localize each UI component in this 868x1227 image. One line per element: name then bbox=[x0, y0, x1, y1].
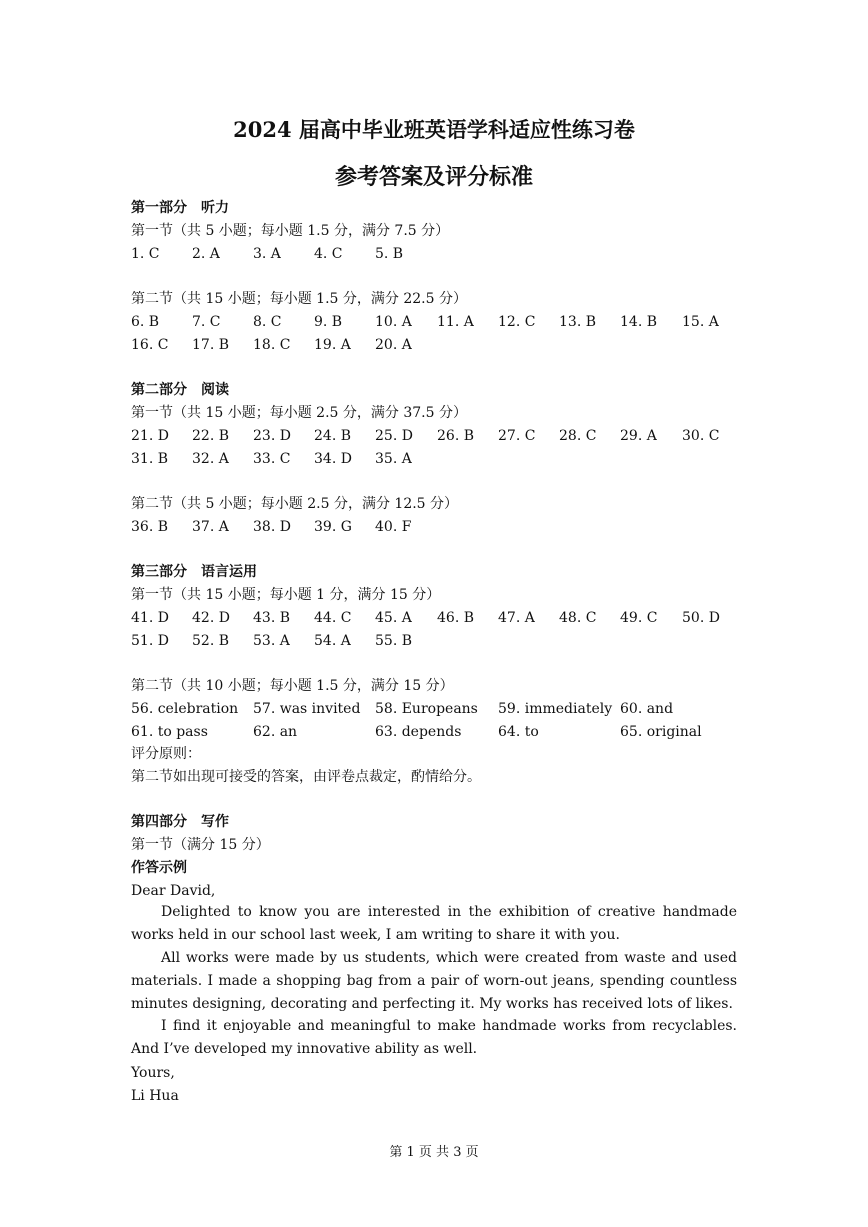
answer-item: 41. D bbox=[131, 610, 169, 626]
answer-item: 42. D bbox=[192, 610, 230, 626]
answer-item: 10. A bbox=[375, 314, 412, 330]
answer-item: 60. and bbox=[620, 701, 674, 717]
answer-item: 17. B bbox=[192, 337, 230, 353]
letter-paragraph: I find it enjoyable and meaningful to make handmade works from recyclables. And I’ve developed my innovative ability as well. bbox=[131, 1018, 737, 1057]
part4-heading: 第四部分 写作 bbox=[131, 814, 229, 830]
answer-item: 19. A bbox=[314, 337, 351, 353]
part2-sec2-header: 第二节（共 5 小题；每小题 2.5 分，满分 12.5 分） bbox=[131, 496, 459, 512]
answer-item: 34. D bbox=[314, 451, 352, 467]
answer-item: 64. to bbox=[498, 724, 539, 740]
answer-item: 22. B bbox=[192, 428, 230, 444]
page-footer: 第 1 页 共 3 页 bbox=[389, 1145, 479, 1160]
part2-sec1-header: 第一节（共 15 小题；每小题 2.5 分，满分 37.5 分） bbox=[131, 405, 467, 421]
answer-item: 27. C bbox=[498, 428, 536, 444]
answer-item: 37. A bbox=[192, 519, 229, 535]
answer-item: 56. celebration bbox=[131, 701, 239, 717]
answer-item: 12. C bbox=[498, 314, 536, 330]
answer-item: 6. B bbox=[131, 314, 160, 330]
part1-sec2-header: 第二节（共 15 小题；每小题 1.5 分，满分 22.5 分） bbox=[131, 291, 467, 307]
answer-item: 7. C bbox=[192, 314, 221, 330]
answer-item: 39. G bbox=[314, 519, 352, 535]
answer-item: 38. D bbox=[253, 519, 291, 535]
answer-item: 25. D bbox=[375, 428, 413, 444]
answer-item: 28. C bbox=[559, 428, 597, 444]
part3-heading: 第三部分 语言运用 bbox=[131, 564, 257, 580]
answer-item: 44. C bbox=[314, 610, 352, 626]
answer-item: 57. was invited bbox=[253, 701, 361, 717]
answer-item: 24. B bbox=[314, 428, 352, 444]
answer-item: 49. C bbox=[620, 610, 658, 626]
answer-item: 30. C bbox=[682, 428, 720, 444]
answer-item: 26. B bbox=[437, 428, 475, 444]
answer-item: 21. D bbox=[131, 428, 169, 444]
answer-item: 1. C bbox=[131, 246, 160, 262]
letter-paragraph: All works were made by us students, which were created from waste and used materials. I made a shopping bag from a pair of worn-out jeans, spending countless minutes designing, decorating and perfecting it. My works has received lots of likes. bbox=[131, 950, 737, 1012]
answer-item: 61. to pass bbox=[131, 724, 208, 740]
page-title: 2024 届高中毕业班英语学科适应性练习卷 bbox=[233, 117, 635, 142]
letter-closing: Yours, bbox=[131, 1065, 175, 1081]
answer-item: 18. C bbox=[253, 337, 291, 353]
answer-item: 9. B bbox=[314, 314, 343, 330]
answer-item: 59. immediately bbox=[498, 701, 613, 717]
answer-item: 13. B bbox=[559, 314, 597, 330]
answer-item: 47. A bbox=[498, 610, 535, 626]
answer-item: 8. C bbox=[253, 314, 282, 330]
answer-item: 54. A bbox=[314, 633, 351, 649]
answer-item: 14. B bbox=[620, 314, 658, 330]
answer-item: 48. C bbox=[559, 610, 597, 626]
answer-item: 43. B bbox=[253, 610, 291, 626]
part1-sec1-header: 第一节（共 5 小题；每小题 1.5 分，满分 7.5 分） bbox=[131, 223, 450, 239]
part4-sec1-header: 第一节（满分 15 分） bbox=[131, 837, 270, 853]
answer-item: 5. B bbox=[375, 246, 404, 262]
letter-paragraph: Delighted to know you are interested in the exhibition of creative handmade works held in our school last week, I am writing to share it with you. bbox=[131, 904, 737, 943]
scoring-principle-text: 第二节如出现可接受的答案，由评卷点裁定，酌情给分。 bbox=[131, 769, 481, 785]
answer-item: 55. B bbox=[375, 633, 413, 649]
answer-item: 35. A bbox=[375, 451, 412, 467]
answer-item: 32. A bbox=[192, 451, 229, 467]
answer-item: 11. A bbox=[437, 314, 474, 330]
answer-item: 46. B bbox=[437, 610, 475, 626]
answer-item: 63. depends bbox=[375, 724, 462, 740]
sample-answer-label: 作答示例 bbox=[131, 860, 187, 876]
part3-sec2-header: 第二节（共 10 小题；每小题 1.5 分，满分 15 分） bbox=[131, 678, 454, 694]
answer-item: 2. A bbox=[192, 246, 220, 262]
answer-item: 50. D bbox=[682, 610, 720, 626]
scoring-principle-label: 评分原则： bbox=[131, 746, 201, 762]
answer-item: 53. A bbox=[253, 633, 290, 649]
answer-item: 23. D bbox=[253, 428, 291, 444]
answer-item: 40. F bbox=[375, 519, 412, 535]
answer-item: 51. D bbox=[131, 633, 169, 649]
answer-item: 45. A bbox=[375, 610, 412, 626]
answer-item: 52. B bbox=[192, 633, 230, 649]
answer-item: 62. an bbox=[253, 724, 298, 740]
answer-item: 31. B bbox=[131, 451, 169, 467]
part1-heading: 第一部分 听力 bbox=[131, 200, 229, 216]
answer-item: 4. C bbox=[314, 246, 343, 262]
answer-item: 20. A bbox=[375, 337, 412, 353]
letter-signature: Li Hua bbox=[131, 1088, 179, 1104]
answer-item: 33. C bbox=[253, 451, 291, 467]
answer-item: 15. A bbox=[682, 314, 719, 330]
answer-item: 29. A bbox=[620, 428, 657, 444]
answer-item: 3. A bbox=[253, 246, 281, 262]
answer-item: 65. original bbox=[620, 724, 702, 740]
part3-sec1-header: 第一节（共 15 小题；每小题 1 分，满分 15 分） bbox=[131, 587, 441, 603]
answer-item: 36. B bbox=[131, 519, 169, 535]
answer-item: 58. Europeans bbox=[375, 701, 478, 717]
answer-item: 16. C bbox=[131, 337, 169, 353]
letter-greeting: Dear David, bbox=[131, 883, 216, 899]
part2-heading: 第二部分 阅读 bbox=[131, 382, 229, 398]
page-subtitle: 参考答案及评分标准 bbox=[334, 164, 533, 190]
